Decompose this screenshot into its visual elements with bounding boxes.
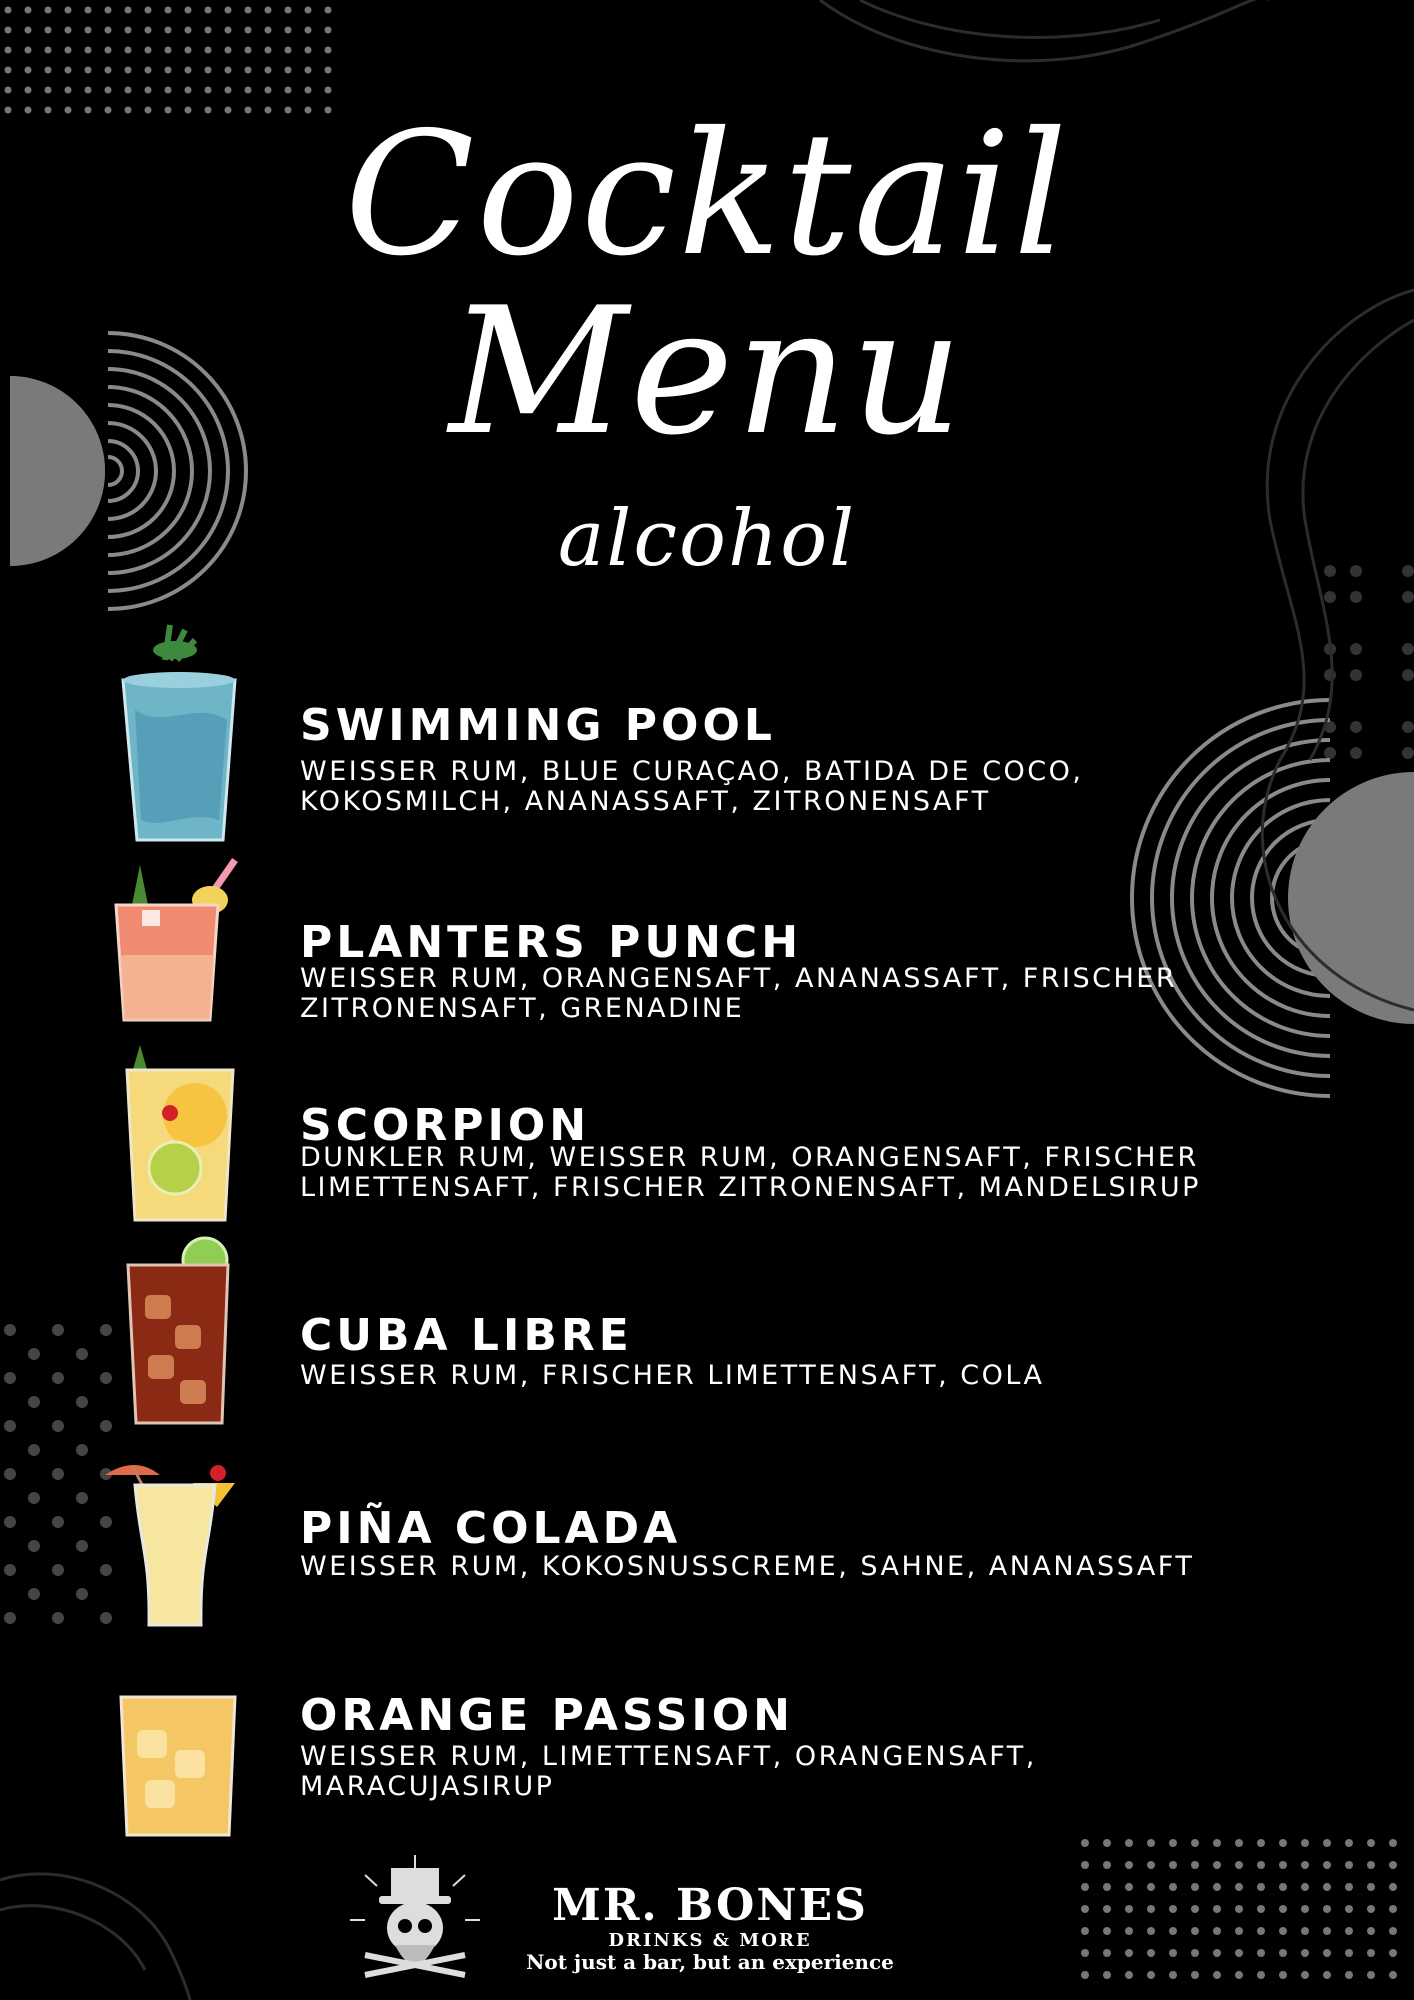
cocktail-ingredients-line-1: WEISSER RUM, ORANGENSAFT, ANANASSAFT, FRISCHER — [300, 963, 1178, 994]
decor-dot — [1323, 1949, 1331, 1957]
cocktail-ingredients-line-1: WEISSER RUM, FRISCHER LIMETTENSAFT, COLA — [300, 1360, 1045, 1391]
decor-dot — [1389, 1905, 1397, 1913]
decor-dot — [65, 67, 72, 74]
decor-dot — [1345, 1949, 1353, 1957]
dot-grid-top-left — [5, 7, 332, 114]
decor-dot — [265, 47, 272, 54]
decor-dot — [145, 27, 152, 34]
decor-dot — [1081, 1861, 1089, 1869]
decor-dot — [1169, 1905, 1177, 1913]
decor-dot — [1125, 1861, 1133, 1869]
decor-dot — [1323, 1905, 1331, 1913]
decor-dot — [25, 27, 32, 34]
cocktail-ingredients-line-1: DUNKLER RUM, WEISSER RUM, ORANGENSAFT, FRISCHER — [300, 1142, 1199, 1173]
decor-dot — [1345, 1861, 1353, 1869]
decor-dot — [1279, 1927, 1287, 1935]
decor-dot — [245, 7, 252, 14]
decor-dot — [1301, 1927, 1309, 1935]
decor-dot — [1279, 1971, 1287, 1979]
decor-dot — [1367, 1971, 1375, 1979]
decor-dot — [1213, 1949, 1221, 1957]
decor-dot — [1081, 1949, 1089, 1957]
cocktail-name: PIÑA COLADA — [300, 1503, 682, 1554]
cream-cocktail-icon — [105, 1455, 245, 1635]
decor-dot — [1103, 1949, 1111, 1957]
decor-dot — [205, 27, 212, 34]
decor-dot — [165, 87, 172, 94]
decor-dot — [45, 7, 52, 14]
decor-dot — [25, 67, 32, 74]
decor-dot — [265, 87, 272, 94]
decor-dot — [1402, 591, 1414, 603]
decor-dot — [1257, 1949, 1265, 1957]
decor-dot — [285, 27, 292, 34]
decor-dot — [1103, 1971, 1111, 1979]
decor-dot — [1103, 1927, 1111, 1935]
decor-dot — [205, 67, 212, 74]
decor-dot — [165, 47, 172, 54]
decor-dot — [285, 47, 292, 54]
decor-dot — [305, 27, 312, 34]
decor-dot — [1125, 1949, 1133, 1957]
decor-dot — [1191, 1949, 1199, 1957]
decor-dot — [1257, 1927, 1265, 1935]
decor-dot — [1350, 591, 1362, 603]
decor-dot — [1169, 1883, 1177, 1891]
cocktail-name: SCORPION — [300, 1100, 591, 1151]
decor-dot — [1345, 1905, 1353, 1913]
decor-dot — [325, 87, 332, 94]
decor-dot — [65, 87, 72, 94]
decor-dot — [1191, 1971, 1199, 1979]
decor-dot — [105, 27, 112, 34]
decor-dot — [285, 7, 292, 14]
decor-dot — [1257, 1905, 1265, 1913]
decor-dot — [1301, 1949, 1309, 1957]
decor-dot — [305, 47, 312, 54]
decor-dot — [1235, 1949, 1243, 1957]
decor-dot — [5, 7, 12, 14]
decor-dot — [205, 47, 212, 54]
decor-dot — [1279, 1949, 1287, 1957]
decor-dot — [1125, 1927, 1133, 1935]
decor-dot — [1191, 1861, 1199, 1869]
menu-item — [0, 1675, 1414, 1845]
decor-dot — [45, 87, 52, 94]
decor-dot — [85, 7, 92, 14]
decor-dot — [1279, 1883, 1287, 1891]
pink-cocktail-icon — [110, 855, 240, 1025]
decor-dot — [65, 47, 72, 54]
cola-cocktail-icon — [120, 1235, 250, 1430]
cocktail-ingredients-line-1: WEISSER RUM, KOKOSNUSSCREME, SAHNE, ANANASSAFT — [300, 1551, 1195, 1582]
decor-dot — [1367, 1883, 1375, 1891]
decor-dot — [125, 7, 132, 14]
decor-dot — [1103, 1883, 1111, 1891]
decor-dot — [225, 7, 232, 14]
decor-dot — [5, 47, 12, 54]
decor-dot — [1345, 1971, 1353, 1979]
decor-dot — [1213, 1971, 1221, 1979]
cocktail-ingredients-line-2: LIMETTENSAFT, FRISCHER ZITRONENSAFT, MANDELSIRUP — [300, 1172, 1201, 1203]
decor-dot — [325, 27, 332, 34]
decor-dot — [285, 67, 292, 74]
decor-dot — [1213, 1927, 1221, 1935]
decor-dot — [5, 67, 12, 74]
decor-dot — [1235, 1905, 1243, 1913]
decor-dot — [185, 27, 192, 34]
decor-dot — [1301, 1861, 1309, 1869]
decor-dot — [1081, 1971, 1089, 1979]
decor-dot — [145, 87, 152, 94]
decor-dot — [1125, 1971, 1133, 1979]
decor-dot — [85, 87, 92, 94]
cocktail-ingredients-line-2: ZITRONENSAFT, GRENADINE — [300, 993, 745, 1024]
decor-dot — [1191, 1905, 1199, 1913]
decor-dot — [1389, 1927, 1397, 1935]
decor-dot — [1367, 1949, 1375, 1957]
decor-dot — [165, 67, 172, 74]
decor-dot — [25, 87, 32, 94]
decor-dot — [1147, 1861, 1155, 1869]
menu-item — [0, 855, 1414, 1025]
decor-dot — [1324, 591, 1336, 603]
decor-dot — [1389, 1883, 1397, 1891]
decor-dot — [65, 27, 72, 34]
decor-dot — [1345, 1927, 1353, 1935]
decor-dot — [1389, 1949, 1397, 1957]
decor-dot — [1367, 1927, 1375, 1935]
decor-dot — [1279, 1861, 1287, 1869]
decor-dot — [305, 7, 312, 14]
decor-dot — [305, 67, 312, 74]
decor-dot — [1169, 1927, 1177, 1935]
decor-dot — [1257, 1883, 1265, 1891]
decor-dot — [1169, 1861, 1177, 1869]
decor-dot — [205, 7, 212, 14]
decor-dot — [5, 27, 12, 34]
decor-dot — [1125, 1905, 1133, 1913]
decor-dot — [1235, 1927, 1243, 1935]
decor-dot — [1081, 1883, 1089, 1891]
decor-dot — [225, 47, 232, 54]
decor-dot — [125, 87, 132, 94]
decor-dot — [1169, 1949, 1177, 1957]
decor-dot — [285, 87, 292, 94]
decor-dot — [1301, 1883, 1309, 1891]
decor-dot — [25, 7, 32, 14]
decor-dot — [325, 67, 332, 74]
decor-dot — [325, 47, 332, 54]
menu-item — [0, 1455, 1414, 1635]
decor-dot — [1279, 1905, 1287, 1913]
decor-dot — [265, 27, 272, 34]
menu-item — [0, 1040, 1414, 1225]
decor-dot — [105, 67, 112, 74]
decor-dot — [65, 7, 72, 14]
subtitle: alcohol — [557, 494, 857, 584]
decor-dot — [1213, 1861, 1221, 1869]
decor-dot — [1301, 1905, 1309, 1913]
brand-name: MR. BONES — [552, 1880, 868, 1931]
decor-dot — [145, 7, 152, 14]
decor-dot — [1345, 1883, 1353, 1891]
decor-dot — [305, 87, 312, 94]
decor-dot — [1147, 1883, 1155, 1891]
cocktail-name: CUBA LIBRE — [300, 1310, 633, 1361]
decor-dot — [1081, 1927, 1089, 1935]
brand-tagline: DRINKS & MORE — [608, 1930, 812, 1951]
decor-dot — [205, 87, 212, 94]
decor-dot — [1125, 1883, 1133, 1891]
decor-dot — [1169, 1971, 1177, 1979]
decor-dot — [165, 27, 172, 34]
decor-dot — [245, 47, 252, 54]
decor-dot — [165, 7, 172, 14]
brand-slogan: Not just a bar, but an experience — [526, 1950, 894, 1974]
decor-dot — [1257, 1861, 1265, 1869]
yellow-cocktail-icon — [115, 1040, 245, 1225]
decor-dot — [45, 67, 52, 74]
decor-dot — [105, 7, 112, 14]
decor-dot — [185, 47, 192, 54]
decor-dot — [1367, 1861, 1375, 1869]
decor-dot — [1257, 1971, 1265, 1979]
cocktail-ingredients-line-2: KOKOSMILCH, ANANASSAFT, ZITRONENSAFT — [300, 786, 991, 817]
decor-dot — [125, 67, 132, 74]
decor-dot — [5, 87, 12, 94]
decor-dot — [1191, 1927, 1199, 1935]
menu-item — [0, 620, 1414, 850]
cocktail-ingredients-line-1: WEISSER RUM, BLUE CURAÇAO, BATIDA DE COCO, — [300, 756, 1084, 787]
decor-dot — [25, 47, 32, 54]
decor-dot — [1103, 1905, 1111, 1913]
decor-dot — [105, 87, 112, 94]
decor-dot — [225, 27, 232, 34]
menu-item — [0, 1235, 1414, 1430]
decor-dot — [45, 27, 52, 34]
decor-dot — [1389, 1971, 1397, 1979]
decor-dot — [225, 87, 232, 94]
decor-dot — [85, 27, 92, 34]
decor-dot — [1147, 1971, 1155, 1979]
decor-dot — [265, 67, 272, 74]
decor-dot — [1323, 1971, 1331, 1979]
cocktail-name: ORANGE PASSION — [300, 1690, 794, 1741]
decor-dot — [85, 67, 92, 74]
decor-dot — [1103, 1861, 1111, 1869]
decor-dot — [1235, 1971, 1243, 1979]
decor-dot — [1147, 1927, 1155, 1935]
title-line-1: Cocktail — [344, 96, 1070, 294]
decor-dot — [1147, 1949, 1155, 1957]
decor-dot — [1235, 1883, 1243, 1891]
decor-dot — [225, 67, 232, 74]
decor-dot — [185, 87, 192, 94]
decor-dot — [245, 87, 252, 94]
decor-dot — [1323, 1927, 1331, 1935]
decor-dot — [265, 7, 272, 14]
decor-dot — [325, 7, 332, 14]
cocktail-name: PLANTERS PUNCH — [300, 917, 803, 968]
orange-cocktail-icon — [115, 1675, 245, 1845]
decor-dot — [245, 67, 252, 74]
decor-dot — [1213, 1905, 1221, 1913]
decor-dot — [1323, 1883, 1331, 1891]
decor-dot — [1389, 1861, 1397, 1869]
decor-dot — [1301, 1971, 1309, 1979]
decor-dot — [145, 47, 152, 54]
decor-dot — [1213, 1883, 1221, 1891]
title-line-2: Menu — [448, 271, 966, 474]
decor-dot — [1081, 1905, 1089, 1913]
cocktail-ingredients-line-2: MARACUJASIRUP — [300, 1771, 555, 1802]
blue-cocktail-icon — [115, 620, 245, 850]
cocktail-name: SWIMMING POOL — [300, 700, 776, 751]
decor-dot — [1147, 1905, 1155, 1913]
decor-dot — [45, 47, 52, 54]
cocktail-ingredients-line-1: WEISSER RUM, LIMETTENSAFT, ORANGENSAFT, — [300, 1741, 1037, 1772]
decor-dot — [1367, 1905, 1375, 1913]
decor-dot — [105, 47, 112, 54]
skull-top-hat-icon — [345, 1850, 485, 1990]
decor-dot — [1235, 1861, 1243, 1869]
decor-dot — [1323, 1861, 1331, 1869]
decor-dot — [1191, 1883, 1199, 1891]
decor-dot — [125, 47, 132, 54]
dot-grid-bottom-right — [1081, 1839, 1397, 1979]
decor-dot — [185, 67, 192, 74]
decor-dot — [185, 7, 192, 14]
decor-dot — [125, 27, 132, 34]
decor-dot — [85, 47, 92, 54]
decor-dot — [145, 67, 152, 74]
decor-dot — [245, 27, 252, 34]
